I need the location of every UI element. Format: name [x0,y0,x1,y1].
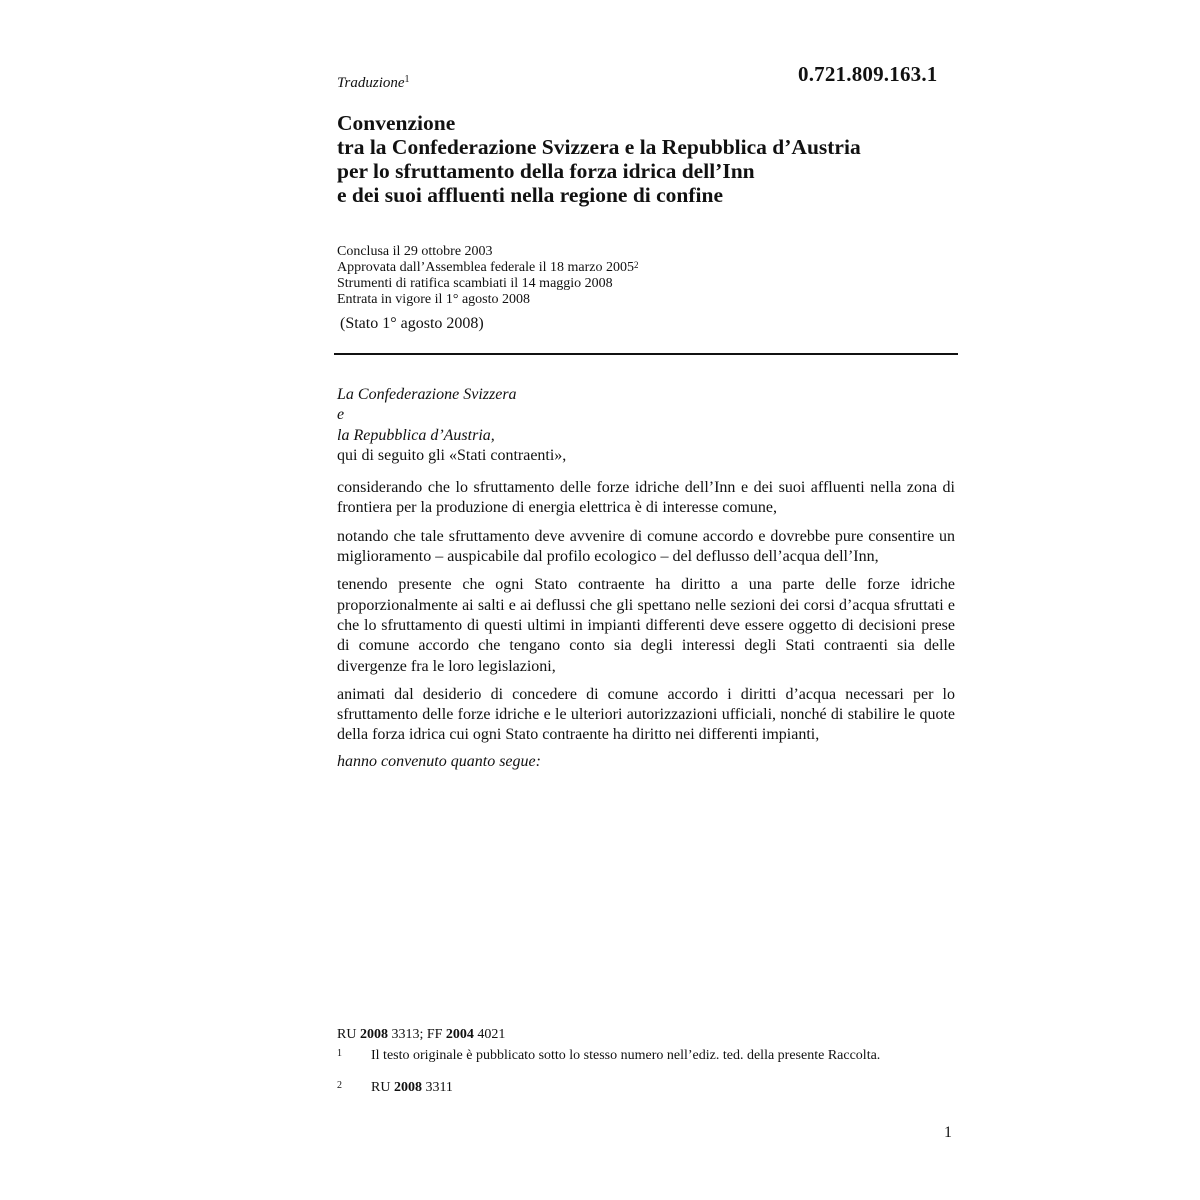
title-line: e dei suoi affluenti nella regione di confine [337,183,724,207]
footnote-text [371,1080,951,1096]
footnote-mark-1[interactable]: 1 [404,74,410,85]
preamble-paragraph: notando che tale sfruttamento deve avvenire di comune accordo e dovrebbe pure consentire un miglioramento – auspicabile dal profilo ecologico – del deflusso dell’acqua dell’Inn, [337,527,955,566]
concluded-date: Conclusa il 29 ottobre 2003 [337,244,493,259]
party-austria: la Repubblica d’Austria, [337,426,495,444]
status-date: (Stato 1° agosto 2008) [340,315,484,332]
conjunction: e [337,406,345,424]
document-title [337,111,977,207]
ref-ff-page: 4021 [473,1027,506,1042]
ratification-date: Strumenti di ratifica scambiati il 14 maggio 2008 [337,276,613,291]
translation-label [337,75,410,92]
footnote-ru-year: 2008 [393,1080,422,1095]
preamble-paragraph: animati dal desiderio di concedere di comune accordo i diritti d’acqua necessari per lo sfruttamento delle forze idriche e le ulteriori autorizzazioni ufficiali, nonché di stabilire le quote della forza idrica cui ogni Stato contraente ha diritto nei differenti impianti, [337,685,955,744]
footnote-text: Il testo originale è pubblicato sotto lo stesso numero nell’ediz. ted. della presente Raccolta. [371,1048,881,1063]
preamble-paragraph: tenendo presente che ogni Stato contraente ha diritto a una parte delle forze idriche proporzionalmente ai salti e ai deflussi che gli spettano nelle sezioni dei corsi d’acqua sfruttati e che lo sfruttamento di questi ultimi in impianti differenti deve essere oggetto di decisioni prese di comune accordo che tengano conto sia degli interessi degli Stati contraenti sia delle divergenze fra le loro legislazioni, [337,576,955,675]
preamble [337,385,955,788]
ref-ru-year: 2008 [359,1027,388,1042]
footnote-mark-2[interactable]: 2 [634,260,639,270]
footnote-number: 2 [337,1080,342,1091]
translation-label-text: Traduzione [337,75,405,91]
footnote-ru-page: 3311 [421,1080,453,1095]
preamble-conclusion: hanno convenuto quanto segue: [337,752,541,770]
page-number: 1 [944,1124,952,1141]
title-line: Convenzione [337,111,456,135]
header-divider [334,353,958,355]
hereinafter-clause: qui di seguito gli «Stati contraenti», [337,446,567,464]
document-number: 0.721.809.163.1 [798,62,938,86]
footnote-number: 1 [337,1048,342,1059]
title-line: tra la Confederazione Svizzera e la Repubblica d’Austria [337,135,861,159]
document-metadata [337,244,639,308]
approved-date [337,260,639,276]
party-switzerland: La Confederazione Svizzera [337,386,517,403]
title-line: per lo sfruttamento della forza idrica dell’Inn [337,159,755,183]
preamble-paragraph: considerando che lo sfruttamento delle forze idriche dell’Inn e dei suoi affluenti nella zona di frontiera per la produzione di energia elettrica è di interesse comune, [337,479,955,517]
official-references [337,1027,505,1043]
ref-ru-page: 3313; FF [387,1027,446,1042]
approved-date-text: Approvata dall’Assemblea federale il 18 marzo 2005 [337,260,635,275]
ref-ru-label: RU [337,1027,360,1042]
entry-into-force-date: Entrata in vigore il 1° agosto 2008 [337,292,531,307]
ref-ff-year: 2004 [445,1027,474,1042]
footnote-ru-label: RU [371,1080,394,1095]
